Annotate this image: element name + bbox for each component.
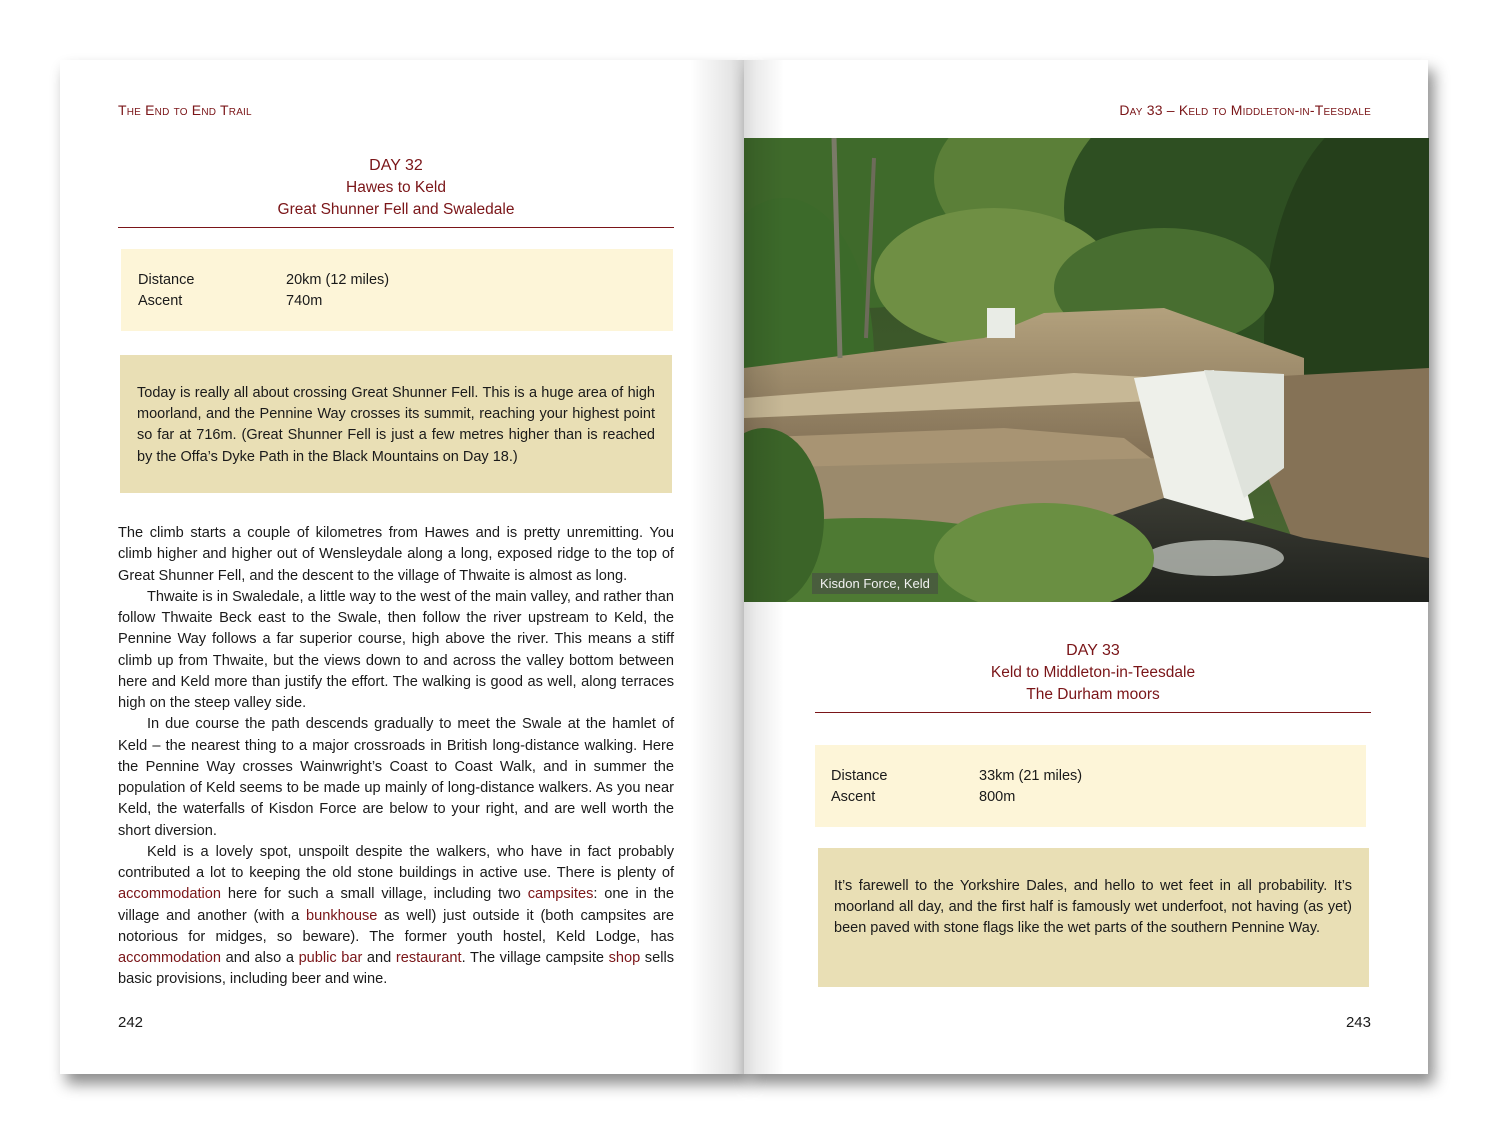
campsites-link[interactable]: campsites [527, 886, 594, 903]
distance-row [831, 766, 1351, 787]
distance-label: Distance [831, 768, 888, 784]
accommodation-link[interactable]: accommodation [118, 950, 222, 966]
day-heading-right [815, 640, 1371, 706]
heading-rule [118, 227, 674, 228]
distance-label: Distance [138, 272, 195, 288]
accommodation-link[interactable]: accommodation [118, 886, 222, 903]
heading-rule [815, 712, 1371, 713]
body-text [118, 523, 674, 991]
day-heading-left [118, 155, 674, 221]
intro-text: It’s farewell to the Yorkshire Dales, and hello to wet feet in all probability. It’s moorland all day, and the first half is famously wet underfoot, not having (as yet) been paved with stone flags like the wet parts of the southern Pennine Way. [834, 878, 1352, 937]
distance-value: 20km (12 miles) [286, 272, 390, 288]
ascent-value: 800m [979, 788, 1016, 805]
intro-box-left [120, 355, 672, 493]
restaurant-link[interactable]: restaurant [395, 950, 462, 966]
route-title: Hawes to Keld [346, 179, 446, 196]
distance-value: 33km (21 miles) [979, 768, 1083, 784]
stats-box-left [121, 249, 673, 331]
running-head-right: Day 33 – Keld to Middleton-in-Teesdale [1119, 102, 1371, 118]
ascent-label: Ascent [138, 292, 183, 309]
ascent-row [138, 291, 658, 312]
route-subtitle: Great Shunner Fell and Swaledale [277, 201, 515, 218]
page-number-right: 243 [1345, 1014, 1371, 1031]
intro-text: Today is really all about crossing Great Shunner Fell. This is a huge area of high moorland, and the Pennine Way crosses its summit, reaching your highest point so far at 716m. (Great Shunner Fell is just a few metres higher than is reached by the Offa’s Dyke Path in the Black Mountains on Day 18.) [137, 385, 655, 465]
intro-box-right [818, 848, 1369, 987]
ascent-row [831, 787, 1351, 808]
page-number-left: 242 [118, 1014, 144, 1031]
stats-box-right [815, 745, 1366, 827]
waterfall-photo [744, 138, 1429, 602]
paragraph: Keld is a lovely spot, unspoilt despite the walkers, who have in fact probably contributed a lot to keeping the old stone buildings in active use. There is plenty of accommodation here for such a small village, including two campsites: one in the village and another (with a bunkhouse as well) just outside it (both campsites are notorious for midges, so beware). The former youth hostel, Keld Lodge, has accommodation and also a public bar and restaurant. The village campsite shop sells basic provisions, including beer and wine. [118, 843, 675, 988]
ascent-label: Ascent [831, 788, 876, 805]
photo-caption: Kisdon Force, Keld [812, 573, 938, 594]
public-bar-link[interactable]: public bar [298, 950, 363, 966]
day-label: DAY 32 [369, 157, 423, 174]
route-subtitle: The Durham moors [1026, 686, 1160, 703]
route-title: Keld to Middleton-in-Teesdale [990, 664, 1196, 681]
paragraph: The climb starts a couple of kilometres from Hawes and is pretty unremitting. You climb higher and higher out of Wensleydale along a long, exposed ridge to the top of Great Shunner Fell, and the descent to the village of Thwaite is almost as long. [118, 525, 674, 584]
paragraph: In due course the path descends gradually to meet the Swale at the hamlet of Keld – the nearest thing to a major crossroads in British long-distance walking. Here the Pennine Way crosses Wainwright’s Coast to Coast Walk, and in summer the population of Keld seems to be made up mainly of long-distance walkers. As you near Keld, the waterfalls of Kisdon Force are below to your right, and are well worth the short diversion. [118, 716, 674, 839]
paragraph: Thwaite is in Swaledale, a little way to the west of the main valley, and rather than follow Thwaite Beck east to the Swale, then follow the river upstream to Keld, the Pennine Way follows a far superior course, high above the river. This means a stiff climb up from Thwaite, but the views down to and across the valley bottom between here and Keld more than justify the effort. The walking is good as well, along terraces high on the steep valley side. [118, 588, 674, 711]
shop-link[interactable]: shop [608, 950, 641, 966]
distance-row [138, 270, 658, 291]
ascent-value: 740m [286, 292, 323, 309]
bunkhouse-link[interactable]: bunkhouse [305, 907, 378, 924]
day-label: DAY 33 [1066, 642, 1120, 659]
running-head-left: The End to End Trail [118, 102, 252, 118]
